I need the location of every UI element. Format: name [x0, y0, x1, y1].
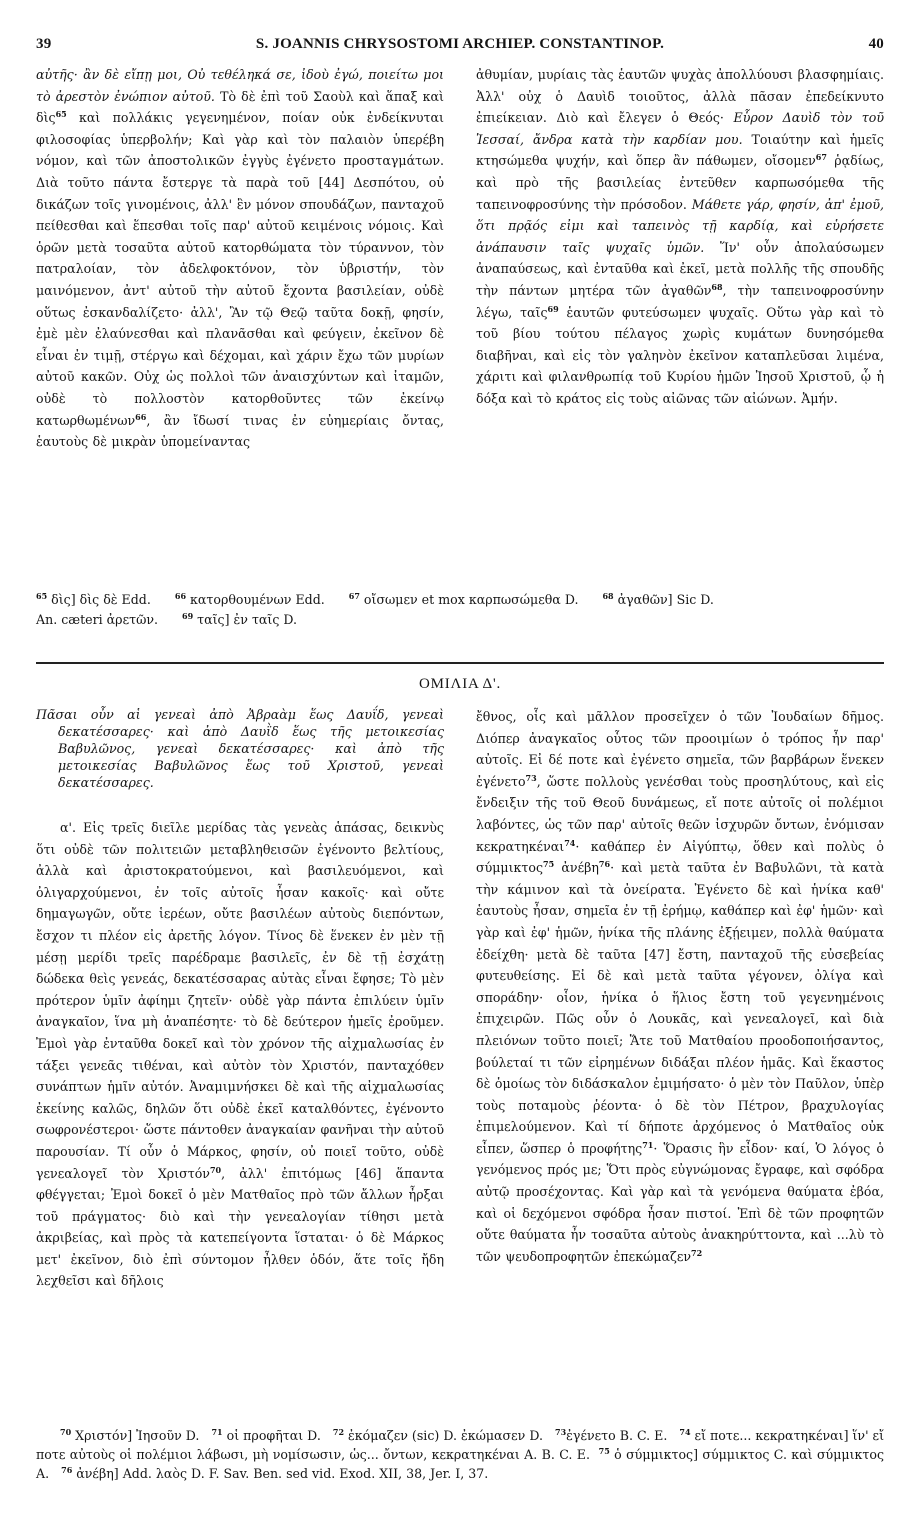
footnotes-bottom	[36, 1426, 884, 1526]
footnote-text: ταῖς] ἐν ταῖς D.	[193, 612, 298, 627]
text-run: ἔθνος, οἷς καὶ μᾶλλον προσεῖχεν ὁ τῶν Ἰουδαίων δῆμος. Διόπερ ἀναγκαῖος οὗτος τῶν προοιμίων ὁ τρόπος ἦν παρ' αὐτοῖς. Εἰ δέ ποτε καὶ ἐγένετο σημεῖα, τῶν βαρβάρων ἕνεκεν ἐγένετο	[476, 709, 884, 789]
quotation: Εὗρον Δαυὶδ τὸν τοῦ Ἰεσσαί, ἄνδρα κατὰ τὴν καρδίαν μου.	[476, 110, 884, 147]
footnote-mark: 75	[598, 1445, 610, 1456]
footnote-text: ἐκόμαζεν (sic) D. ἐκώμασεν D.	[344, 1428, 543, 1443]
footnote-mark: 74	[679, 1426, 691, 1437]
quotation: αὐτῆς· ἂν δὲ εἴπῃ μοι, Οὐ τεθέληκά σε, ἰδοὺ ἐγώ, ποιείτω μοι τὸ ἀρεστὸν ἐνώπιον αὐτοῦ.	[36, 67, 444, 104]
note-ref-66: 66	[135, 411, 147, 422]
note-ref-75: 75	[543, 858, 555, 869]
page-number-right: 40	[868, 36, 884, 52]
footnote-mark: 70	[60, 1426, 72, 1437]
note-ref-72: 72	[691, 1247, 703, 1258]
note-ref-76: 76	[598, 858, 611, 869]
text-run: Τοιαύτην καὶ ἡμεῖς κτησώμεθα ψυχήν, καὶ ὅπερ ἂν πάθωμεν, οἴσομεν	[476, 131, 884, 169]
text-run: , ἂν ἴδωσί τινας ἐν εὐημερίαις ὄντας, ἑαυτοὺς δὲ μικρὰν ὑπομείναντας	[36, 412, 444, 450]
note-ref-73: 73	[525, 772, 537, 783]
left-column-bottom	[36, 706, 444, 1356]
footnote-text: ἀγαθῶν] Sic D.	[613, 592, 714, 607]
footnote-text: οἱ προφῆται D.	[222, 1428, 321, 1443]
text-run: ῥᾳδίως, καὶ πρὸ τῆς βασιλείας ἐντεῦθεν καρπωσόμεθα τῆς ταπεινοφροσύνης τὴν πρόσοδον.	[476, 153, 884, 212]
footnote-line	[36, 590, 884, 610]
right-column-bottom	[476, 706, 884, 1356]
paragraph	[36, 64, 444, 453]
text-run: · Ὅρασις ἣν εἶδον· καί, Ὁ λόγος ὁ γενόμενος πρός με; Ὅτι πρὸς εὐγνώμονας ἔγραφε, καὶ σφόδρα αὐτῷ προσέχοντας. Καὶ γὰρ καὶ τὰ γενόμενα θαύματα ἐβόα, καὶ οἱ δεχόμενοι σφόδρα ἦσαν πιστοί. Ἐπὶ δὲ τῶν προφητῶν οὔτε θαύματα ἦν τοσαῦτα αὐτοὺς ἀνακηρύττοντα, καὶ ...λὺ τὸ τῶν ψευδοπροφητῶν ἐπεκώμαζεν	[476, 1140, 884, 1264]
text-run: , ὥστε πολλοὺς γενέσθαι τοὺς προσηλύτους, καὶ εἰς ἔνδειξιν τῆς τοῦ Θεοῦ δυνάμεως, εἴ ποτε αὐτοῖς οἱ πολέμιοι λαβόντες, ὡς τῶν παρ' αὐτοῖς θεῶν ἰσχυρῶν ὄντων, ἐνόμισαν κεκρατηκέναι	[476, 773, 884, 854]
footnote-mark: 72	[332, 1426, 345, 1437]
footnote-text: ἀνέβη] Add. λαὸς D. F. Sav. Ben. sed vid. Exod. XII, 38, Jer. I, 37.	[72, 1466, 489, 1481]
scripture-lemma: Πᾶσαι οὖν αἱ γενεαὶ ἀπὸ Ἀβραὰμ ἕως Δαυΐδ, γενεαὶ δεκατέσσαρες· καὶ ἀπὸ Δαυῒδ ἕως τῆς μετοικεσίας Βαβυλῶνος, γενεαὶ δεκατέσσαρες· καὶ ἀπὸ τῆς μετοικεσίας Βαβυλῶνος ἕως τοῦ Χριστοῦ, γενεαὶ δεκατέσσαρες.	[36, 707, 444, 790]
note-ref-65: 65	[55, 109, 67, 119]
quotation: Μάθετε γάρ, φησίν, ἀπ' ἐμοῦ, ὅτι πρᾷός εἰμι καὶ ταπεινὸς τῇ καρδίᾳ, καὶ εὑρήσετε ἀνάπαυσιν ταῖς ψυχαῖς ὑμῶν.	[476, 196, 885, 255]
text-run: ἀθυμίαν, μυρίαις τὰς ἑαυτῶν ψυχὰς ἀπολλύουσι βλασφημίαις. Ἀλλ' οὐχ ὁ Δαυὶδ τοιοῦτος, ἀλλὰ πᾶσαν ἐπεδείκνυτο ἐπιείκειαν. Διὸ καὶ ἔλεγεν ὁ Θεός·	[476, 67, 884, 126]
note-ref-74: 74	[564, 837, 576, 848]
text-run: Ἵν' οὖν ἀπολαύσωμεν ἀναπαύσεως, καὶ ἐνταῦθα καὶ ἐκεῖ, μετὰ πολλῆς τῆς σπουδῆς τὴν πάντων μητέρα τῶν ἀγαθῶν	[476, 239, 884, 298]
footnote-mark: 65	[36, 590, 48, 601]
footnote-mark: 67	[348, 590, 360, 601]
note-ref-68: 68	[711, 281, 723, 292]
note-ref-70: 70	[209, 1164, 222, 1175]
text-run: , τὴν ταπεινοφροσύνην λέγω, ταῖς	[476, 282, 884, 320]
left-column-top	[36, 64, 444, 564]
homily-title: ΟΜΙΛΙΑ Δ'.	[418, 676, 502, 692]
footnotes-top	[36, 590, 884, 636]
footnote-text: ἐγένετο B. C. E.	[566, 1428, 668, 1443]
note-ref-67: 67	[815, 152, 827, 163]
running-head	[36, 34, 884, 58]
paragraph	[476, 64, 884, 410]
text-run: · καὶ μετὰ ταῦτα ἐν Βαβυλῶνι, τὰ κατὰ τὴν κάμινον καὶ τὰ ὀνείρατα. Ἐγένετο δὲ καὶ ἡνίκα καθ' ἑαυτοὺς ἦσαν, σημεῖα ἐν τῇ ἐρήμῳ, καθάπερ καὶ ἐφ' ἡμῶν· καὶ γὰρ καὶ ἐφ' ἡμῶν, ἡνίκα τῆς πλάνης ἐξῄειμεν, πολλὰ θαύματα ἐδείχθη· μετὰ δὲ ταῦτα [47] ἔστη, πανταχοῦ τῆς εὐσεβείας φυτευθείσης. Εἰ δὲ καὶ μετὰ ταῦτα γέγονεν, ὀλίγα καὶ σποράδην· οἷον, ἡνίκα ὁ ἥλιος ἔστη τοῦ γεγενημένοις ἐπιχειρῶν. Πῶς οὖν ὁ Λουκᾶς, καὶ γενεαλογεῖ, καὶ διὰ πλειόνων τοῦτο ποιεῖ; Ἅτε τοῦ Ματθαίου προοδοποιήσαντος, βούλεταί τι τῶν εἰρημένων διδάξαι πλέον ἡμᾶς. Καὶ ἕκαστος δὲ ὁμοίως τὸν διδάσκαλον ἐμιμήσατο· ὁ μὲν τὸν Παῦλον, ὑπὲρ τοὺς ποταμοὺς ῥέοντα· ὁ δὲ τὸν Πέτρον, βραχυλογίας ἐπιμελούμενον. Καὶ τί δήποτε ἀρχόμενος ὁ Ματθαῖος οὐκ εἶπεν, ὥσπερ ὁ προφήτης	[476, 860, 884, 1156]
right-column-top	[476, 64, 884, 564]
footnote-text: ὁ σύμμικτος] σύμμικτος C. καὶ σύμμικτος A.	[36, 1447, 884, 1481]
footnote-block	[36, 1426, 884, 1483]
footnote-mark: 71	[211, 1426, 223, 1437]
footnote-text: κατορθουμένων Edd.	[186, 592, 325, 607]
text-run: · καθάπερ ἐν Αἰγύπτῳ, ὅθεν καὶ πολὺς ὁ σύμμικτος	[476, 838, 884, 876]
page-number-left: 39	[36, 36, 52, 52]
section-divider	[36, 662, 884, 664]
footnote-text: δὶς] δὶς δὲ Edd.	[47, 592, 151, 607]
note-ref-71: 71	[642, 1139, 654, 1150]
footnote-text: οἴσωμεν et mox καρπωσώμεθα D.	[359, 592, 579, 607]
text-run: ἑαυτῶν φυτεύσωμεν ψυχαῖς. Οὕτω γὰρ καὶ τὸ τοῦ βίου τούτου πέλαγος χωρὶς κυμάτων δυνησόμεθα διαβῆναι, καὶ εἰς τὸν γαληνὸν ἐκεῖνον καταπλεῦσαι λιμένα, χάριτι καὶ φιλανθρωπίᾳ τοῦ Κυρίου ἡμῶν Ἰησοῦ Χριστοῦ, ᾧ ἡ δόξα καὶ τὸ κράτος εἰς τοὺς αἰῶνας τῶν αἰώνων. Ἀμήν.	[476, 304, 884, 406]
footnote-mark: 69	[182, 610, 194, 621]
text-run: ἀνέβη	[554, 860, 599, 876]
paragraph	[36, 817, 444, 1292]
footnote-mark: 76	[61, 1464, 73, 1475]
footnote-text: εἴ ποτε... κεκρατηκέναι] ἵν' εἴ ποτε αὐτοὺς οἱ πολέμιοι λάβωσι, μὴ νομίσωσιν, ὡς... ὄντων, κεκρατηκέναι A. B. C. E.	[36, 1428, 885, 1462]
footnote-text: An. cæteri ἀρετῶν.	[36, 612, 158, 627]
note-ref-69: 69	[547, 303, 559, 314]
text-run: καὶ πολλάκις γεγενημένον, ποίαν οὐκ ἐνδείκνυται φιλοσοφίας ὑπερβολήν; Καὶ γὰρ καὶ τὸν παλαιὸν ὑπερέβη νόμον, καὶ τῶν ἀποστολικῶν ἐγγὺς ἐγένετο προσταγμάτων. Διὰ τοῦτο πάντα ἔστεργε τὰ παρὰ τοῦ [44] Δεσπότου, οὐ δικάζων τοῖς γινομένοις, ἀλλ' ἓν μόνον σπουδάζων, πανταχοῦ πείθεσθαι καὶ ἕπεσθαι τοῖς παρ' αὐτοῦ κειμένοις νόμοις. Καὶ ὁρῶν μετὰ τοσαῦτα αὐτοῦ κατορθώματα τὸν τύραννον, τὸν πατραλοίαν, τὸν ἀδελφοκτόνον, τὸν ὑβριστήν, τὸν μαινόμενον, ἀντ' αὐτοῦ τὴν αὐτοῦ ἔχοντα βασιλείαν, οὐδὲ οὕτως ἐσκανδαλίζετο· ἀλλ', Ἂν τῷ Θεῷ ταῦτα δοκῇ, φησίν, ἐμὲ μὲν ἐλαύνεσθαι καὶ πλανᾶσθαι καὶ φεύγειν, ἐκεῖνον δὲ εἶναι ἐν τιμῇ, στέργω καὶ δέχομαι, καὶ χάριν ἔχω τῶν μυρίων αὐτοῦ κακῶν. Οὐχ ὡς πολλοὶ τῶν ἀναισχύντων καὶ ἰταμῶν, οὐδὲ τὸ πολλοστὸν κατορθοῦντες τῶν ἐκείνῳ κατωρθωμένων	[36, 110, 444, 428]
text-run: , ἀλλ' ἐπιτόμως [46] ἅπαντα φθέγγεται; Ἐμοὶ δοκεῖ ὁ μὲν Ματθαῖος πρὸ τῶν ἄλλων ἦρξαι τοῦ πράγματος· διὸ καὶ τὴν γενεαλογίαν τίθησι μετὰ ἀκριβείας, καὶ πρὸς τὰ κατεπείγοντα ἵσταται· ὁ δὲ Μάρκος μετ' ἐκεῖνον, διὸ ἐπὶ σύντομον ἦλθεν ὁδόν, ἅτε τοῖς ἤδη λεχθεῖσι καὶ δῆλοις	[36, 1165, 445, 1289]
text-run: α'. Εἰς τρεῖς διεῖλε μερίδας τὰς γενεὰς ἁπάσας, δεικνὺς ὅτι οὐδὲ τῶν πολιτειῶν μεταβληθεισῶν ἐγένοντο βελτίους, ἀλλὰ καὶ ἀριστοκρατούμενοι, καὶ βασιλευόμενοι, καὶ ὀλιγαρχούμενοι, ἐν τοῖς αὐτοῖς ἦσαν κακοῖς· καὶ οὔτε δημαγωγῶν, οὔτε ἱερέων, οὔτε βασιλέων αὐτοὺς διεπόντων, ἔσχον τι πλέον εἰς ἀρετῆς λόγον. Τίνος δὲ ἕνεκεν ἐν μὲν τῇ μέσῃ μερίδι τρεῖς παρέδραμε βασιλεῖς, ἐν δὲ τῇ ἐσχάτῃ δώδεκα θεὶς γενεάς, δεκατέσσαρας αὐτὰς εἶναι ἔφησε; Τὸ μὲν πρότερον ὑμῖν ἀφίημι ζητεῖν· οὐδὲ γὰρ πάντα ἐπιλύειν ὑμῖν ἀναγκαῖον, ἵνα μὴ ἀναπέσητε· τὸ δὲ δεύτερον ἡμεῖς ἐροῦμεν. Ἐμοὶ γὰρ ἐνταῦθα δοκεῖ καὶ τὸν χρόνον τῆς αἰχμαλωσίας ἐν τάξει γενεᾶς τιθέναι, καὶ αὐτὸν τὸν Χριστόν, πανταχόθεν συνάπτων ἡμῖν αὐτόν. Ἀναμιμνήσκει δὲ καὶ τῆς αἰχμαλωσίας ἐκείνης καλῶς, δηλῶν ὅτι οὐδὲ ἐκεῖ καταλθόντες, ἐγένοντο σωφρονέστεροι· ὥστε πάντοθεν ἀναγκαίαν φανῆναι τὴν αὐτοῦ παρουσίαν. Τί οὖν ὁ Μάρκος, φησίν, οὐ ποιεῖ τοῦτο, οὐδὲ γενεαλογεῖ τὸν Χριστόν	[36, 820, 444, 1181]
footnote-line	[36, 610, 884, 630]
footnote-mark: 68	[602, 590, 614, 601]
text-run: Τὸ δὲ ἐπὶ τοῦ Σαοὺλ καὶ ἅπαξ καὶ δὶς	[36, 88, 444, 126]
footnote-text: Χριστόν] Ἰησοῦν D.	[71, 1428, 200, 1443]
footnote-mark: 66	[174, 590, 187, 601]
paragraph	[476, 706, 884, 1267]
footnote-mark: 73	[555, 1426, 567, 1437]
page	[36, 34, 884, 1524]
running-title: S. JOANNIS CHRYSOSTOMI ARCHIEP. CONSTANTINOP.	[255, 36, 665, 52]
